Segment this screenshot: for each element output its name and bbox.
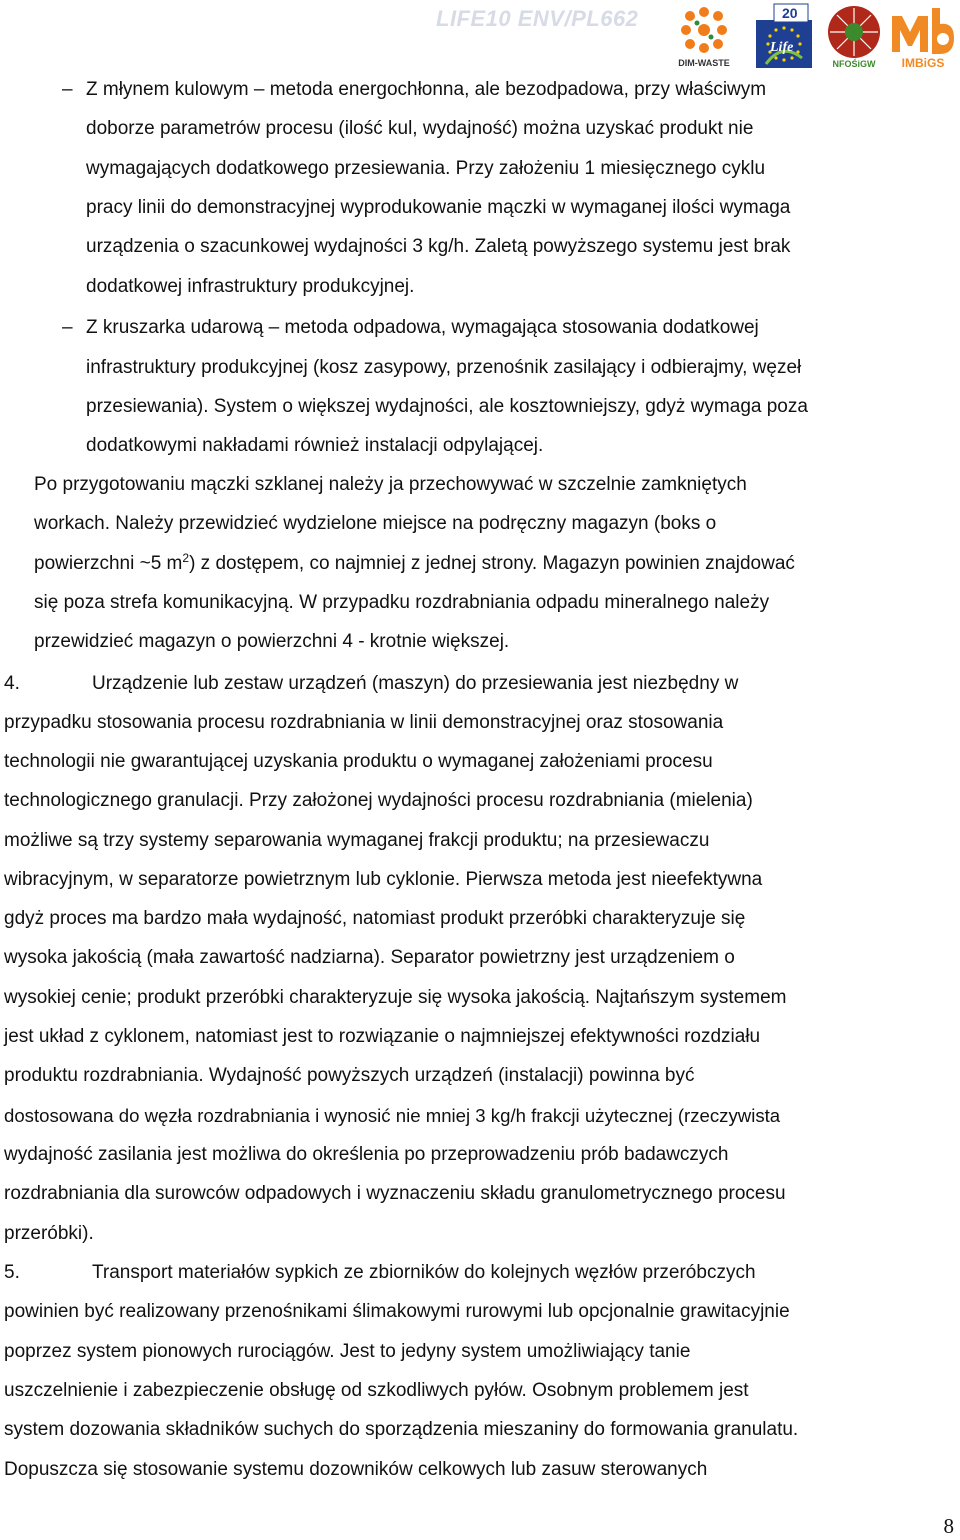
text-fragment: powierzchni ~5 m [34, 553, 183, 574]
text-line: system dozowania składników suchych do sporządzenia mieszaniny do formowania granulatu. [4, 1419, 799, 1440]
text-line: rozdrabniania dla surowców odpadowych i wyznaczeniu składu granulometrycznego procesu [4, 1183, 786, 1204]
text-line: infrastruktury produkcyjnej (kosz zasypowy, przenośnik zasilający i odbierajmy, węzeł [86, 357, 802, 378]
text-line: przeróbki). [4, 1223, 94, 1244]
bullet-dash: – [62, 317, 73, 338]
imbigs-logo-mark [888, 2, 958, 58]
nfosigw-label: NFOŚiGW [832, 59, 876, 69]
text-line: gdyż proces ma bardzo mała wydajność, natomiast produkt przeróbki charakteryzuje się [4, 908, 746, 929]
text-line: Dopuszcza się stosowanie systemu dozowników celkowych lub zasuw sterowanych [4, 1459, 708, 1480]
page-header [0, 0, 960, 72]
dim-waste-logo-mark [668, 2, 740, 58]
text-line: pracy linii do demonstracyjnej wyprodukowanie mączki w wymaganej ilości wymaga [86, 197, 791, 218]
section-number: 4. [4, 673, 20, 694]
text-line: dodatkowej infrastruktury produkcyjnej. [86, 276, 415, 297]
text-line: przewidzieć magazyn o powierzchni 4 - krotnie większej. [34, 631, 510, 652]
text-line: wibracyjnym, w separatorze powietrznym lub cyklonie. Pierwsza metoda jest nieefektywna [4, 869, 763, 890]
text-line: technologicznego granulacji. Przy założonej wydajności procesu rozdrabniania (mielenia) [4, 790, 753, 811]
text-line [34, 552, 795, 576]
imbigs-logo [888, 2, 958, 72]
text-line: powinien być realizowany przenośnikami ślimakowymi rurowymi lub opcjonalnie grawitacyjnie [4, 1301, 790, 1322]
text-line: uszczelnienie i zabezpieczenie obsługę od szkodliwych pyłów. Osobnym problemem jest [4, 1380, 749, 1401]
text-line: przesiewania). System o większej wydajności, ale kosztowniejszy, gdyż wymaga poza [86, 396, 808, 417]
text-line: przypadku stosowania procesu rozdrabniania w linii demonstracyjnej oraz stosowania [4, 712, 724, 733]
life-word: Life [770, 40, 794, 55]
text-line: Po przygotowaniu mączki szklanej należy ja przechowywać w szczelnie zamkniętych [34, 474, 747, 495]
text-line: możliwe są trzy systemy separowania wymaganej frakcji produktu; na przesiewaczu [4, 830, 710, 851]
bullet-dash: – [62, 79, 73, 100]
text-line: produktu rozdrabniania. Wydajność powyższych urządzeń (instalacji) powinna być [4, 1065, 695, 1086]
text-line: workach. Należy przewidzieć wydzielone miejsce na podręczny magazyn (boks o [34, 513, 717, 534]
text-line: Urządzenie lub zestaw urządzeń (maszyn) do przesiewania jest niezbędny w [92, 673, 739, 694]
text-line: urządzenia o szacunkowej wydajności 3 kg/h. Zaletą powyższego systemu jest brak [86, 236, 791, 257]
text-line: Z kruszarka udarową – metoda odpadowa, wymagająca stosowania dodatkowej [86, 317, 759, 338]
imbigs-label: IMBiGS [901, 56, 945, 70]
text-line: wysoka jakością (mała zawartość nadziarna). Separator powietrzny jest urządzeniem o [4, 947, 735, 968]
nfosigw-logo-mark [822, 2, 886, 60]
text-line: doborze parametrów procesu (ilość kul, wydajność) można uzyskać produkt nie [86, 118, 754, 139]
text-line: dostosowana do węzła rozdrabniania i wynosić nie mniej 3 kg/h frakcji użytecznej (rzeczywista [4, 1105, 781, 1126]
text-line: dodatkowymi nakładami również instalacji odpylającej. [86, 435, 544, 456]
text-fragment: ) z dostępem, co najmniej z jednej strony. Magazyn powinien znajdować [189, 553, 795, 574]
text-line: technologii nie gwarantującej uzyskania produktu o wymaganej założeniami procesu [4, 751, 713, 772]
project-code: LIFE10 ENV/PL662 [436, 6, 639, 31]
text-line: jest układ z cyklonem, natomiast jest to rozwiązanie o najmniejszej efektywności rozdziału [4, 1026, 761, 1047]
life-logo [752, 2, 818, 72]
text-line: wysokiej cenie; produkt przeróbki charakteryzuje się wysoka jakością. Najtańszym systemem [4, 987, 787, 1008]
text-line: Transport materiałów sypkich ze zbiorników do kolejnych węzłów przeróbczych [92, 1262, 756, 1283]
superscript: 2 [182, 551, 190, 565]
text-line: się poza strefa komunikacyjną. W przypadku rozdrabniania odpadu mineralnego należy [34, 592, 770, 613]
life-years-number: 20 [782, 5, 798, 21]
text-line: poprzez system pionowych rurociągów. Jest to jedyny system umożliwiający tanie [4, 1341, 691, 1362]
text-line: wymagających dodatkowego przesiewania. Przy założeniu 1 miesięcznego cyklu [86, 158, 766, 179]
section-number: 5. [4, 1262, 20, 1283]
text-line: Z młynem kulowym – metoda energochłonna, ale bezodpadowa, przy właściwym [86, 79, 767, 100]
page-number: 8 [943, 1514, 954, 1538]
dim-waste-logo [668, 2, 740, 72]
text-line: wydajność zasilania jest możliwa do określenia po przeprowadzeniu prób badawczych [4, 1144, 729, 1165]
nfosigw-logo [822, 2, 886, 72]
dim-waste-label: DIM-WASTE [678, 58, 730, 68]
